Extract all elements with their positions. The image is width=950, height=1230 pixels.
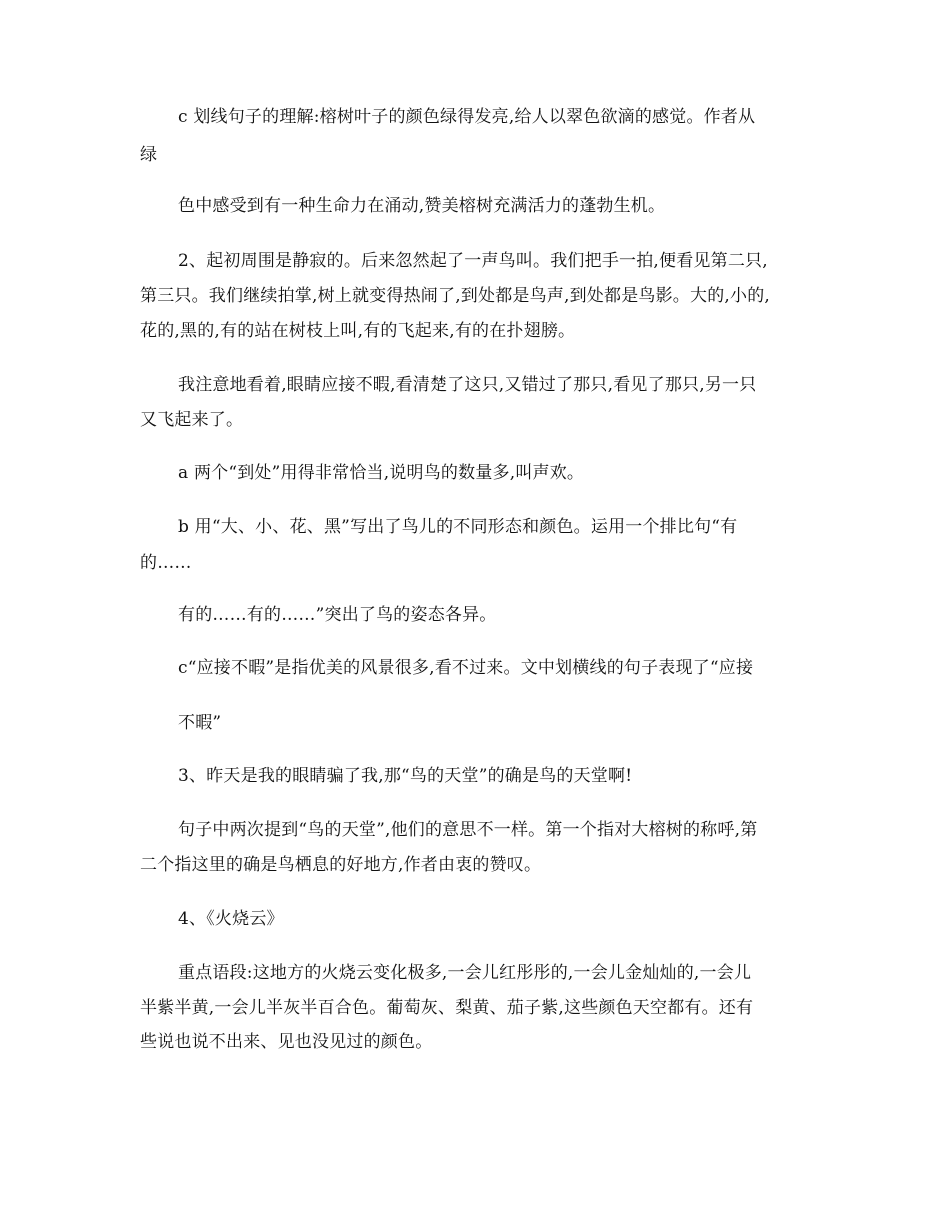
text-line-note-b-wrap: 的…… — [140, 553, 192, 573]
text-line-note-b-start: b 用“大、小、花、黑”写出了鸟儿的不同形态和颜色。运用一个排比句“有 — [178, 517, 738, 537]
text-line-green-wrap: 绿 — [140, 145, 158, 165]
text-line-note-a: a 两个“到处”用得非常恰当,说明鸟的数量多,叫声欢。 — [178, 463, 585, 483]
text-line-key-passage-middle: 半紫半黄,一会儿半灰半百合色。葡萄灰、梨黄、茄子紫,这些颜色天空都有。还有 — [140, 998, 754, 1018]
text-line-watching-start: 我注意地看着,眼睛应接不暇,看清楚了这只,又错过了那只,看见了那只,另一只 — [178, 375, 757, 395]
text-line-note-b-end: 有的……有的……”突出了鸟的姿态各异。 — [178, 605, 497, 625]
text-line-c-underline-understanding: c 划线句子的理解:榕树叶子的颜色绿得发亮,给人以翠色欲滴的感觉。作者从 — [178, 107, 756, 127]
text-line-vitality: 色中感受到有一种生命力在涌动,赞美榕树充满活力的蓬勃生机。 — [178, 196, 666, 216]
text-line-item-2-start: 2、起初周围是静寂的。后来忽然起了一声鸟叫。我们把手一拍,便看见第二只, — [178, 251, 768, 271]
text-line-bird-paradise-start: 句子中两次提到“鸟的天堂”,他们的意思不一样。第一个指对大榕树的称呼,第 — [178, 820, 758, 840]
text-line-item-2-middle: 第三只。我们继续拍掌,树上就变得热闹了,到处都是鸟声,到处都是鸟影。大的,小的, — [140, 286, 771, 306]
text-line-bird-paradise-end: 二个指这里的确是鸟栖息的好地方,作者由衷的赞叹。 — [140, 855, 542, 875]
text-line-watching-end: 又飞起来了。 — [140, 410, 244, 430]
text-line-item-2-end: 花的,黑的,有的站在树枝上叫,有的飞起来,有的在扑翅膀。 — [140, 321, 576, 341]
text-line-key-passage-end: 些说也说不出来、见也没见过的颜色。 — [140, 1032, 433, 1052]
text-line-key-passage-start: 重点语段:这地方的火烧云变化极多,一会儿红彤彤的,一会儿金灿灿的,一会儿 — [178, 963, 752, 983]
text-line-item-3: 3、昨天是我的眼睛骗了我,那“鸟的天堂”的确是鸟的天堂啊! — [178, 766, 633, 786]
text-line-note-c-start: c“应接不暇”是指优美的风景很多,看不过来。文中划横线的句子表现了“应接 — [178, 658, 754, 678]
text-line-note-c-end: 不暇” — [178, 713, 222, 733]
text-line-item-4-heading: 4、《火烧云》 — [178, 909, 284, 929]
